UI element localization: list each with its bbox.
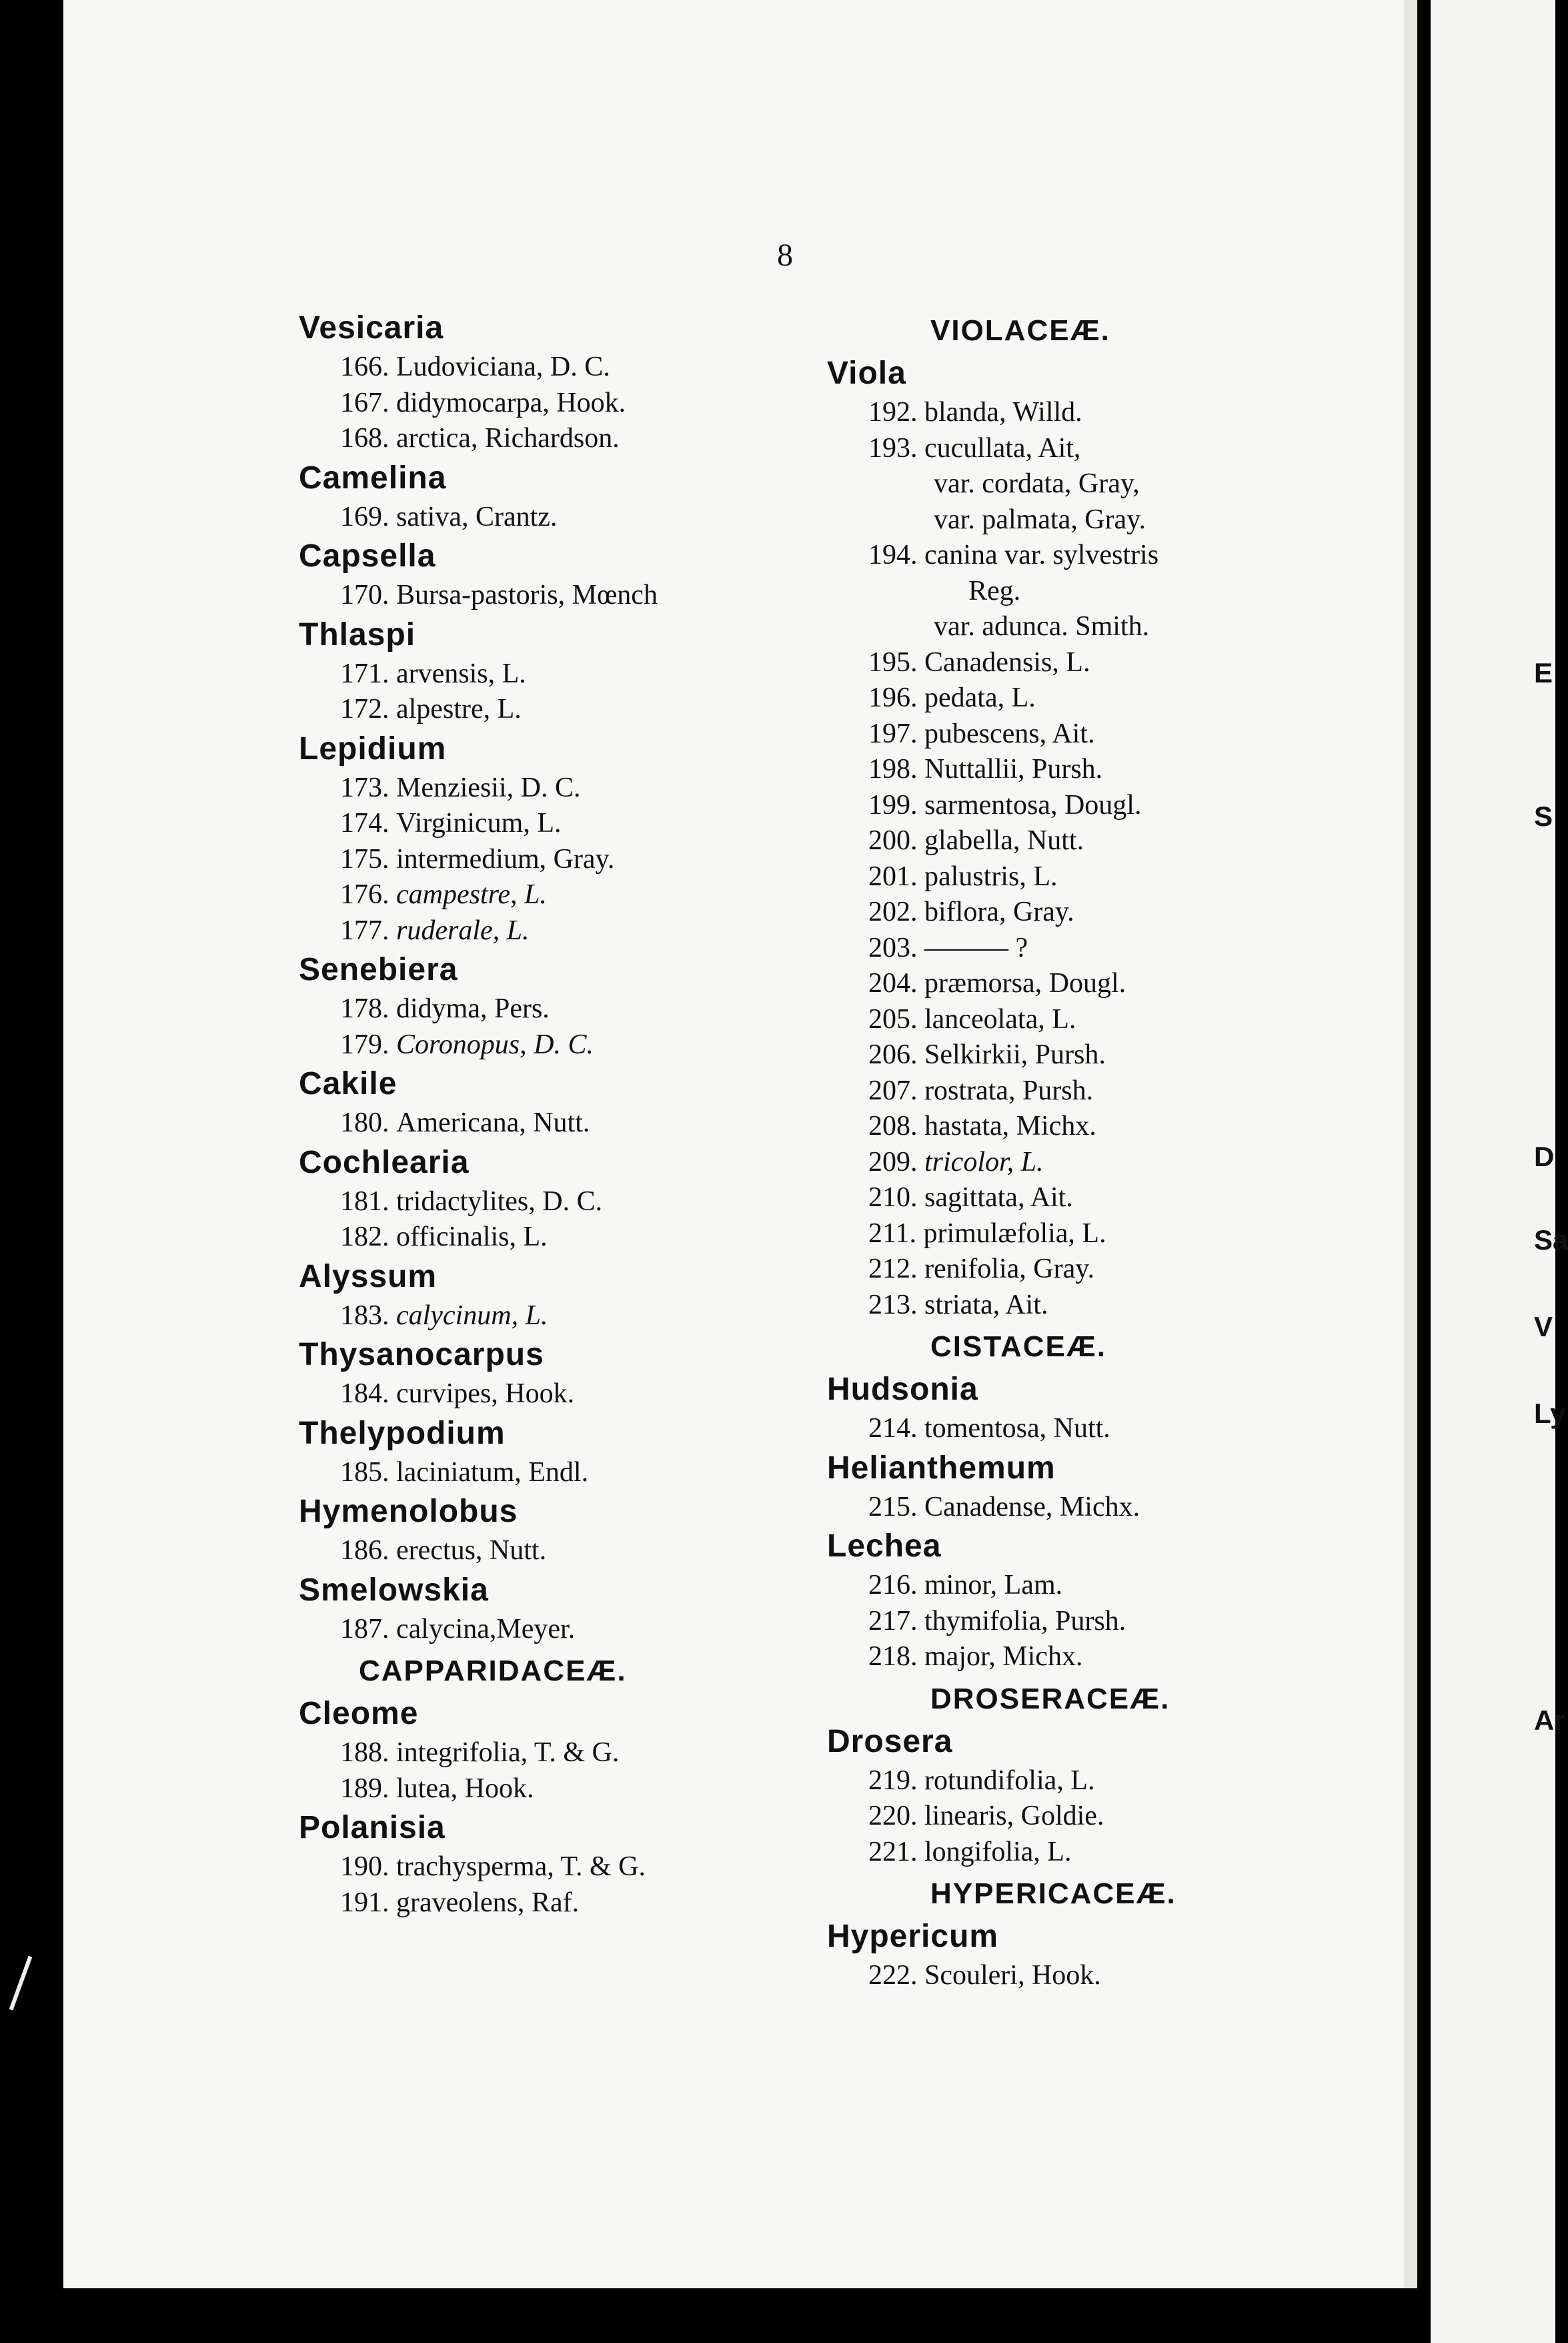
species-entry — [827, 1145, 1334, 1181]
genus-heading: Thelypodium — [299, 1415, 506, 1451]
species-name: curvipes, Hook. — [396, 1378, 575, 1409]
species-entry — [299, 877, 806, 913]
species-name: lanceolata, L. — [924, 1003, 1076, 1035]
species-number: 217. — [868, 1605, 918, 1636]
species-number: 173. — [340, 772, 389, 803]
species-number: 167. — [340, 387, 389, 418]
species-number: 172. — [340, 694, 389, 725]
species-entry — [827, 395, 1334, 431]
species-number: 184. — [340, 1378, 389, 1409]
species-number: 181. — [340, 1186, 389, 1217]
species-entry — [299, 1533, 806, 1569]
species-number: 219. — [868, 1765, 918, 1796]
species-entry — [827, 1835, 1334, 1871]
species-name: graveolens, Raf. — [396, 1887, 580, 1918]
species-name: lutea, Hook. — [396, 1773, 534, 1804]
species-entry — [827, 1639, 1334, 1675]
species-number: 201. — [868, 861, 918, 892]
species-entry — [299, 1455, 806, 1491]
species-entry — [299, 991, 806, 1027]
species-number: 176. — [340, 879, 389, 910]
species-number: 197. — [868, 718, 918, 749]
page-edge — [1404, 0, 1417, 2288]
species-number: 187. — [340, 1613, 389, 1645]
species-entry — [827, 1180, 1334, 1216]
species-name: Scouleri, Hook. — [924, 1960, 1101, 1991]
species-name: ——— ? — [924, 932, 1028, 963]
family-heading: CAPPARIDACEÆ. — [359, 1655, 627, 1687]
species-number: 211. — [868, 1218, 916, 1249]
genus-heading: Hymenolobus — [299, 1494, 518, 1529]
species-name: Canadense, Michx. — [924, 1491, 1140, 1522]
continuation-line: Reg. — [968, 575, 1021, 606]
left-column — [299, 307, 806, 1921]
species-name: minor, Lam. — [924, 1570, 1063, 1600]
species-name: primulæfolia, L. — [923, 1218, 1106, 1249]
variety-entry: var. cordata, Gray, — [934, 468, 1140, 499]
genus-heading: Hudsonia — [827, 1372, 978, 1407]
species-entry — [827, 645, 1334, 681]
genus-heading: Hypericum — [827, 1919, 999, 1954]
species-entry — [827, 1411, 1334, 1447]
species-number: 168. — [340, 423, 389, 454]
species-number: 208. — [868, 1111, 918, 1141]
species-name: arctica, Richardson. — [396, 423, 620, 454]
species-entry — [827, 538, 1334, 574]
species-number: 192. — [868, 397, 918, 428]
species-entry — [827, 859, 1334, 895]
species-name: calycinum, L. — [396, 1300, 548, 1331]
species-name: canina var. sylvestris — [924, 540, 1159, 570]
species-entry — [827, 1490, 1334, 1526]
species-name: striata, Ait. — [924, 1289, 1048, 1320]
species-entry — [299, 1849, 806, 1885]
species-name: rotundifolia, L. — [924, 1765, 1095, 1796]
species-number: 205. — [868, 1003, 918, 1035]
species-name: Americana, Nutt. — [396, 1107, 590, 1138]
species-entry — [827, 1073, 1334, 1109]
species-number: 193. — [868, 432, 918, 464]
species-name: renifolia, Gray. — [924, 1254, 1094, 1284]
species-number: 198. — [868, 754, 918, 785]
species-entry — [299, 1105, 806, 1141]
species-number: 175. — [340, 843, 389, 875]
species-name: glabella, Nutt. — [924, 825, 1084, 856]
species-name: Bursa-pastoris, Mœnch — [396, 580, 658, 610]
species-entry — [299, 771, 806, 807]
facing-page-fragment: S — [1534, 801, 1553, 832]
species-entry — [299, 913, 806, 949]
species-entry — [299, 1735, 806, 1771]
species-entry — [827, 1604, 1334, 1640]
species-number: 180. — [340, 1107, 389, 1138]
species-entry — [299, 1885, 806, 1921]
species-name: sativa, Crantz. — [396, 501, 558, 532]
species-entry — [299, 842, 806, 878]
family-heading: DROSERACEÆ. — [930, 1682, 1170, 1715]
species-name: Virginicum, L. — [396, 808, 562, 839]
genus-heading: Thysanocarpus — [299, 1337, 544, 1372]
genus-heading: Smelowskia — [299, 1572, 489, 1608]
species-name: Nuttallii, Pursh. — [924, 754, 1103, 785]
species-name: sarmentosa, Dougl. — [924, 789, 1142, 821]
species-number: 170. — [340, 580, 389, 610]
species-name: campestre, L. — [396, 879, 547, 910]
species-number: 214. — [868, 1413, 918, 1444]
facing-page-fragment: V — [1534, 1311, 1553, 1342]
species-name: tomentosa, Nutt. — [924, 1413, 1110, 1444]
species-entry — [827, 895, 1334, 931]
species-number: 171. — [340, 658, 389, 689]
variety-entry: var. palmata, Gray. — [934, 504, 1146, 535]
species-entry — [827, 1216, 1334, 1252]
species-entry — [827, 1958, 1334, 1994]
species-entry — [299, 806, 806, 842]
species-number: 186. — [340, 1535, 389, 1566]
facing-page-fragment: D — [1534, 1141, 1555, 1172]
species-entry — [299, 350, 806, 386]
species-number: 218. — [868, 1641, 918, 1672]
species-entry — [827, 1799, 1334, 1835]
species-number: 179. — [340, 1029, 389, 1060]
species-name: Ludoviciana, D. C. — [396, 352, 610, 382]
species-number: 169. — [340, 501, 389, 532]
species-number: 188. — [340, 1737, 389, 1768]
species-number: 182. — [340, 1222, 389, 1252]
species-number: 215. — [868, 1491, 918, 1522]
right-column — [827, 307, 1334, 1994]
genus-heading: Cleome — [299, 1696, 419, 1731]
species-name: Coronopus, D. C. — [396, 1029, 594, 1060]
species-name: arvensis, L. — [396, 658, 526, 689]
family-heading: VIOLACEÆ. — [930, 314, 1110, 347]
species-number: 177. — [340, 915, 389, 946]
genus-heading: Lepidium — [299, 731, 447, 767]
species-name: cucullata, Ait, — [924, 432, 1081, 464]
species-number: 178. — [340, 993, 389, 1024]
species-number: 204. — [868, 968, 918, 999]
species-number: 185. — [340, 1456, 389, 1488]
species-name: biflora, Gray. — [924, 897, 1074, 927]
species-entry — [299, 656, 806, 692]
species-name: pedata, L. — [924, 682, 1036, 713]
species-entry — [299, 386, 806, 422]
species-number: 220. — [868, 1801, 918, 1831]
species-entry — [827, 1568, 1334, 1604]
species-entry — [827, 1109, 1334, 1145]
species-entry — [827, 717, 1334, 753]
genus-heading: Helianthemum — [827, 1450, 1056, 1486]
species-name: tridactylites, D. C. — [396, 1186, 603, 1217]
species-entry — [827, 788, 1334, 824]
genus-heading: Lechea — [827, 1528, 942, 1564]
species-entry — [299, 500, 806, 536]
species-number: 207. — [868, 1075, 918, 1106]
variety-entry: var. adunca. Smith. — [934, 611, 1150, 642]
species-number: 222. — [868, 1960, 918, 1991]
species-name: longifolia, L. — [924, 1836, 1072, 1867]
species-entry — [827, 431, 1334, 467]
species-name: rostrata, Pursh. — [924, 1075, 1094, 1106]
genus-heading: Cakile — [299, 1066, 398, 1101]
species-entry — [827, 1037, 1334, 1073]
genus-heading: Polanisia — [299, 1810, 446, 1845]
species-number: 202. — [868, 897, 918, 927]
page-number: 8 — [777, 238, 793, 273]
facing-page-fragment: Ly — [1534, 1398, 1566, 1429]
genus-heading: Senebiera — [299, 952, 458, 987]
species-number: 206. — [868, 1039, 918, 1070]
genus-heading: Alyssum — [299, 1258, 438, 1294]
species-name: didymocarpa, Hook. — [396, 387, 626, 418]
species-name: sagittata, Ait. — [924, 1182, 1073, 1213]
genus-heading: Thlaspi — [299, 616, 416, 652]
family-heading: CISTACEÆ. — [930, 1330, 1107, 1363]
species-name: erectus, Nutt. — [396, 1535, 547, 1566]
species-entry — [827, 752, 1334, 788]
species-entry — [299, 578, 806, 614]
species-number: 190. — [340, 1851, 389, 1882]
species-name: Canadensis, L. — [924, 646, 1090, 678]
genus-heading: Capsella — [299, 538, 436, 574]
species-number: 212. — [868, 1254, 918, 1284]
species-number: 166. — [340, 352, 389, 382]
species-name: linearis, Goldie. — [924, 1801, 1104, 1831]
species-entry — [299, 421, 806, 457]
species-name: didyma, Pers. — [396, 993, 550, 1024]
species-name: calycina,Meyer. — [396, 1613, 576, 1645]
species-number: 183. — [340, 1300, 389, 1331]
species-number: 216. — [868, 1570, 918, 1600]
species-number: 213. — [868, 1289, 918, 1320]
family-heading: HYPERICACEÆ. — [930, 1877, 1177, 1910]
genus-heading: Drosera — [827, 1723, 953, 1759]
species-entry — [299, 1612, 806, 1648]
species-number: 203. — [868, 932, 918, 963]
facing-page-fragment: Ar — [1534, 1705, 1565, 1736]
facing-page-fragment: Sa — [1534, 1224, 1568, 1256]
species-number: 200. — [868, 825, 918, 856]
species-name: Selkirkii, Pursh. — [924, 1039, 1106, 1070]
species-entry — [827, 966, 1334, 1002]
species-number: 209. — [868, 1146, 918, 1178]
species-name: trachysperma, T. & G. — [396, 1851, 646, 1882]
species-name: thymifolia, Pursh. — [924, 1605, 1126, 1636]
species-number: 196. — [868, 682, 918, 713]
species-name: tricolor, L. — [924, 1146, 1044, 1178]
genus-heading: Viola — [827, 356, 906, 391]
species-entry — [299, 1027, 806, 1063]
species-name: laciniatum, Endl. — [396, 1456, 589, 1488]
species-number: 191. — [340, 1887, 389, 1918]
species-name: officinalis, L. — [396, 1222, 548, 1252]
species-number: 174. — [340, 808, 389, 839]
species-number: 210. — [868, 1182, 918, 1213]
species-entry — [827, 1288, 1334, 1324]
genus-heading: Vesicaria — [299, 310, 444, 346]
species-entry — [827, 823, 1334, 859]
species-name: blanda, Willd. — [924, 397, 1082, 428]
pencil-mark — [9, 1956, 33, 2011]
species-name: alpestre, L. — [396, 694, 522, 725]
species-name: hastata, Michx. — [924, 1111, 1096, 1141]
species-name: intermedium, Gray. — [396, 843, 615, 875]
species-number: 194. — [868, 540, 918, 570]
species-name: pubescens, Ait. — [924, 718, 1095, 749]
species-entry — [299, 1298, 806, 1334]
species-number: 199. — [868, 789, 918, 821]
species-entry — [299, 1771, 806, 1807]
species-name: integrifolia, T. & G. — [396, 1737, 620, 1768]
species-number: 195. — [868, 646, 918, 678]
species-number: 221. — [868, 1836, 918, 1867]
species-entry — [299, 1184, 806, 1220]
species-name: major, Michx. — [924, 1641, 1083, 1672]
genus-heading: Camelina — [299, 460, 447, 496]
species-name: palustris, L. — [924, 861, 1058, 892]
species-name: ruderale, L. — [396, 915, 530, 946]
species-entry — [827, 1763, 1334, 1799]
species-entry — [299, 1376, 806, 1412]
species-name: Menziesii, D. C. — [396, 772, 581, 803]
genus-heading: Cochlearia — [299, 1144, 470, 1180]
species-entry — [827, 680, 1334, 717]
species-entry — [299, 1220, 806, 1256]
species-entry — [827, 931, 1334, 967]
species-entry — [827, 1002, 1334, 1038]
species-number: 189. — [340, 1773, 389, 1804]
species-name: præmorsa, Dougl. — [924, 968, 1126, 999]
species-entry — [299, 692, 806, 728]
species-entry — [827, 1252, 1334, 1288]
facing-page-fragment: E — [1534, 657, 1553, 688]
